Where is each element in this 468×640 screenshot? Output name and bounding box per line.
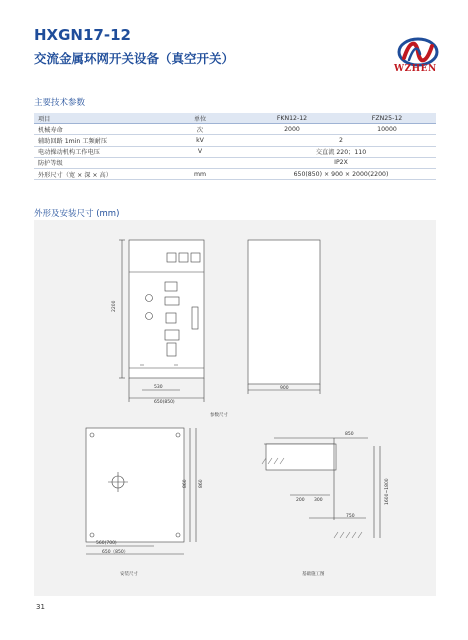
- row-item: 外形尺寸（宽 × 深 × 高）: [34, 168, 154, 179]
- dim-cable-a: 200: [296, 498, 305, 503]
- dims-section-title: 外形及安装尺寸 (mm): [34, 209, 120, 219]
- row-value: IP2X: [246, 157, 436, 168]
- col-fzn: FZN25-12: [338, 113, 436, 124]
- row-unit: mm: [154, 168, 246, 179]
- col-item: 项目: [34, 113, 154, 124]
- table-row: [34, 124, 436, 135]
- table-row: [34, 157, 436, 168]
- row-unit: [154, 157, 246, 168]
- product-subtitle: 交流金属环网开关设备（真空开关）: [34, 51, 235, 66]
- page-number: 31: [36, 603, 45, 611]
- table-row: [34, 146, 436, 157]
- dim-cable-b: 300: [314, 498, 323, 503]
- side-view-drawing: [248, 240, 320, 394]
- install-view-drawing: [86, 428, 196, 554]
- dim-side-depth: 900: [280, 386, 289, 391]
- row-unit: V: [154, 146, 246, 157]
- table-row: [34, 135, 436, 146]
- row-value: 650(850) × 900 × 2000(2200): [246, 168, 436, 179]
- caption-install: 安装尺寸: [120, 572, 138, 577]
- dim-front-height: 2200: [112, 300, 117, 312]
- caption-cable: 基础施工图: [302, 572, 325, 577]
- front-view-drawing: [119, 240, 204, 402]
- dim-install-w1: 560(700): [96, 541, 117, 546]
- dim-cable-h: 1600~1800: [385, 478, 390, 505]
- dim-install-d2: 860: [199, 479, 204, 488]
- dim-install-d1: 860: [183, 479, 188, 488]
- row-item: 电动操动机构工作电压: [34, 146, 154, 157]
- dim-front-width: 650(850): [154, 400, 175, 405]
- table-row: [34, 168, 436, 179]
- row-value: 2: [246, 135, 436, 146]
- technical-drawings: [34, 220, 436, 596]
- dim-cable-c: 750: [346, 514, 355, 519]
- brand-name: WZHEN: [394, 64, 437, 74]
- row-unit: 次: [154, 124, 246, 135]
- col-fkn: FKN12-12: [246, 113, 338, 124]
- spec-table: [34, 113, 436, 180]
- row-item: 机械寿命: [34, 124, 154, 135]
- row-fkn: 2000: [246, 124, 338, 135]
- dim-cable-top: 850: [345, 432, 354, 437]
- spec-table-header: [34, 113, 436, 124]
- col-unit: 单位: [154, 113, 246, 124]
- caption-top-drawings: 参数尺寸: [210, 413, 228, 418]
- dim-front-bottom: 530: [154, 385, 163, 390]
- spec-section-title: 主要技术参数: [34, 98, 86, 108]
- row-fzn: 10000: [338, 124, 436, 135]
- row-item: 防护等级: [34, 157, 154, 168]
- row-unit: kV: [154, 135, 246, 146]
- row-value: 交直流 220；110: [246, 146, 436, 157]
- model-title: HXGN17-12: [34, 26, 131, 44]
- dim-install-w2: 650（850）: [102, 550, 129, 555]
- row-item: 辅助回路 1min 工频耐压: [34, 135, 154, 146]
- cable-foundation-drawing: [262, 438, 380, 538]
